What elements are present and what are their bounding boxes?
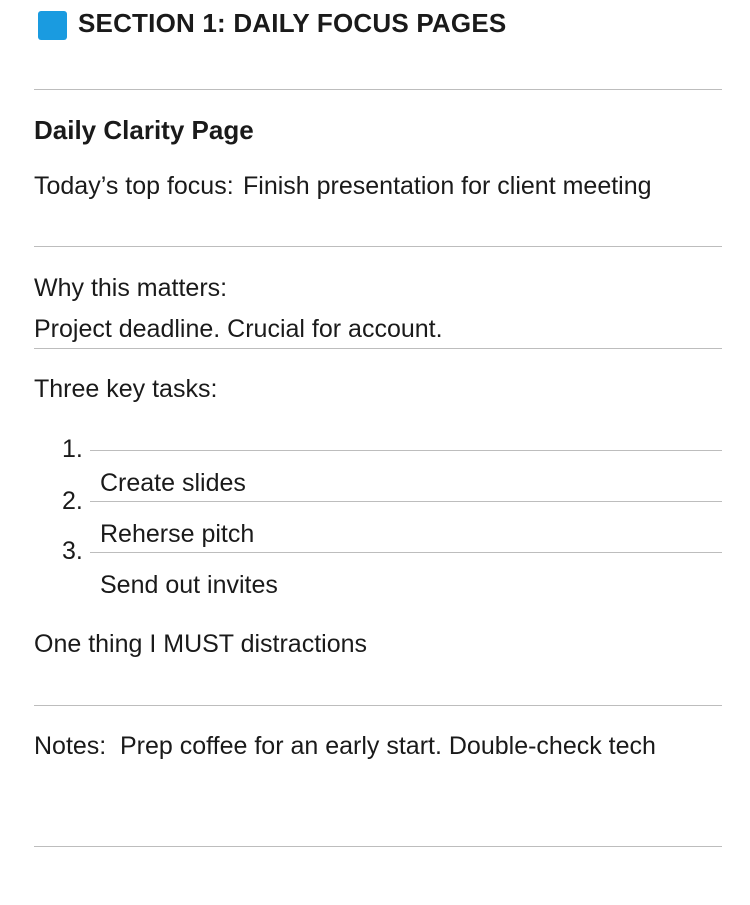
- task-number-3: 3.: [62, 537, 83, 565]
- section-title: SECTION 1: DAILY FOCUS PAGES: [78, 8, 507, 38]
- task-number-1: 1.: [62, 435, 83, 463]
- task-text-2: Reherse pitch: [100, 520, 255, 548]
- top-focus-label: Today’s top focus:: [34, 172, 234, 200]
- task-text-1: Create slides: [100, 469, 246, 497]
- tasks-label: Three key tasks:: [34, 375, 218, 403]
- divider-header: [34, 89, 722, 90]
- task-text-3: Send out invites: [100, 571, 278, 599]
- top-focus-line: [34, 246, 722, 247]
- why-value: Project deadline. Crucial for account.: [34, 315, 443, 343]
- task-line-1: [90, 450, 722, 451]
- task-number-2: 2.: [62, 487, 83, 515]
- must-text: One thing I MUST distractions: [34, 630, 368, 658]
- section-marker-icon: [38, 11, 67, 40]
- why-line: [34, 348, 722, 349]
- page-title: Daily Clarity Page: [34, 115, 254, 145]
- notes-value: Prep coffee for an early start. Double-check tech: [120, 732, 656, 760]
- top-focus-value: Finish presentation for client meeting: [243, 172, 652, 200]
- notes-line: [34, 846, 722, 847]
- notes-label: Notes:: [34, 732, 107, 760]
- why-label: Why this matters:: [34, 274, 228, 302]
- task-line-2: [90, 501, 722, 502]
- task-line-3: [90, 552, 722, 553]
- must-line: [34, 705, 722, 706]
